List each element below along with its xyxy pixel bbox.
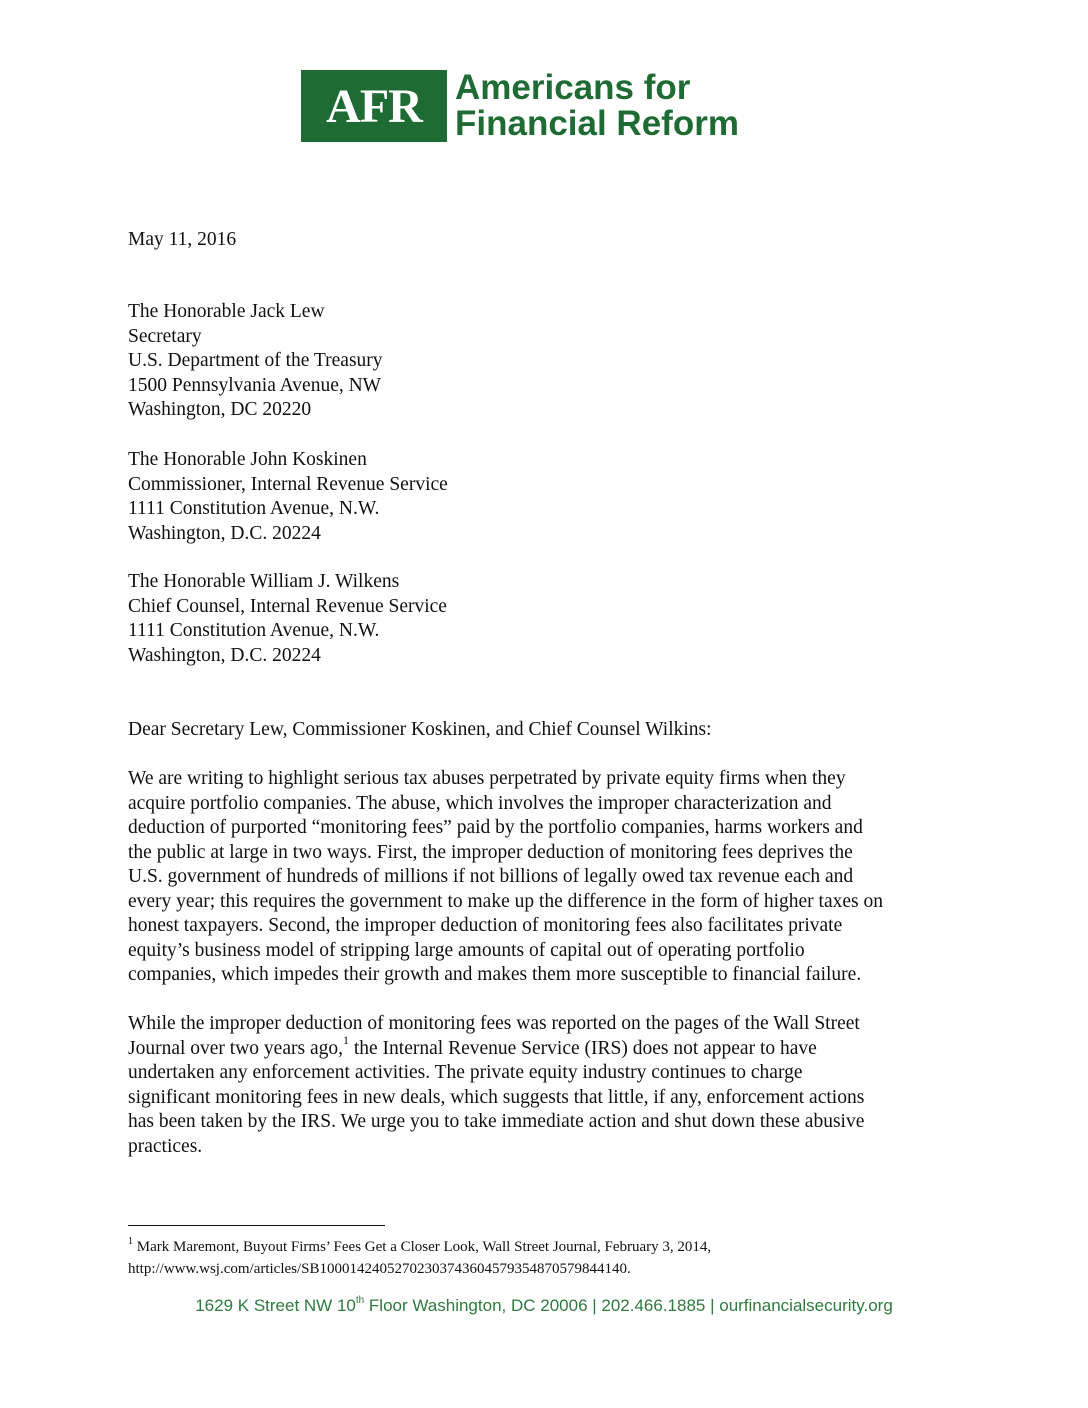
paragraph-text: Journal over two years ago, bbox=[128, 1037, 343, 1059]
paragraph-line: the public at large in two ways. First, the improper deduction of monitoring fees deprives the bbox=[128, 841, 853, 863]
footnote-reference[interactable]: 1 bbox=[342, 1033, 349, 1047]
paragraph-line: equity’s business model of stripping large amounts of capital out of operating portfolio bbox=[128, 939, 805, 961]
paragraph-line: significant monitoring fees in new deals, which suggests that little, if any, enforcement actions bbox=[128, 1086, 865, 1108]
recipient-block bbox=[128, 300, 383, 423]
footer-ordinal: th bbox=[355, 1295, 365, 1307]
recipient-line: U.S. Department of the Treasury bbox=[128, 350, 383, 371]
paragraph-line: practices. bbox=[128, 1135, 203, 1157]
recipient-line: Washington, DC 20220 bbox=[128, 399, 312, 420]
footer-address: 1629 K Street NW 10 bbox=[195, 1296, 356, 1315]
afr-logo bbox=[301, 70, 739, 142]
letter-date: May 11, 2016 bbox=[128, 229, 237, 250]
recipient-line: Secretary bbox=[128, 325, 202, 347]
recipient-line: The Honorable Jack Lew bbox=[128, 301, 325, 322]
recipient-line: Washington, D.C. 20224 bbox=[128, 644, 321, 666]
recipient-line: Commissioner, Internal Revenue Service bbox=[128, 473, 448, 495]
paragraph-line: undertaken any enforcement activities. The private equity industry continues to charge bbox=[128, 1062, 803, 1083]
logo-name-line1: Americans for bbox=[455, 68, 691, 107]
recipient-block bbox=[128, 570, 447, 668]
salutation: Dear Secretary Lew, Commissioner Koskinen, and Chief Counsel Wilkins: bbox=[128, 719, 712, 740]
paragraph-line: acquire portfolio companies. The abuse, which involves the improper characterization and bbox=[128, 792, 832, 814]
paragraph-line: every year; this requires the government to make up the difference in the form of higher taxes on bbox=[128, 890, 883, 912]
paragraph-line: U.S. government of hundreds of millions if not billions of legally owed tax revenue each and bbox=[128, 866, 854, 887]
recipient-block bbox=[128, 448, 448, 546]
footnote-line bbox=[128, 1236, 711, 1258]
paragraph-line: deduction of purported “monitoring fees” paid by the portfolio companies, harms workers and bbox=[128, 817, 863, 838]
logo-mark: AFR bbox=[301, 70, 447, 142]
paragraph-line: has been taken by the IRS. We urge you to take immediate action and shut down these abusive bbox=[128, 1111, 865, 1132]
logo-name bbox=[455, 70, 739, 142]
logo-name-line2: Financial Reform bbox=[455, 104, 739, 143]
recipient-line: Washington, D.C. 20224 bbox=[128, 522, 321, 544]
letterhead-footer bbox=[0, 1296, 1088, 1316]
recipient-line: Chief Counsel, Internal Revenue Service bbox=[128, 595, 447, 617]
paragraph-line bbox=[128, 1033, 958, 1062]
footnote-marker: 1 bbox=[128, 1236, 133, 1247]
paragraph-line: honest taxpayers. Second, the improper deduction of monitoring fees also facilitates private bbox=[128, 915, 843, 936]
footnote-text: Mark Maremont, Buyout Firms’ Fees Get a Closer Look, Wall Street Journal, February 3, 2014, bbox=[133, 1239, 712, 1255]
recipient-line: 1111 Constitution Avenue, N.W. bbox=[128, 620, 380, 641]
paragraph-line: We are writing to highlight serious tax abuses perpetrated by private equity firms when they bbox=[128, 768, 846, 789]
body-paragraph-1 bbox=[128, 767, 958, 988]
footnote-url[interactable]: http://www.wsj.com/articles/SB10001424052702303743604579354870579844140. bbox=[128, 1261, 631, 1277]
footer-contact: Floor Washington, DC 20006 | 202.466.1885 | ourfinancialsecurity.org bbox=[364, 1296, 893, 1315]
body-paragraph-2 bbox=[128, 1012, 958, 1159]
recipient-line: The Honorable John Koskinen bbox=[128, 449, 367, 470]
footnote-divider bbox=[128, 1225, 385, 1226]
footnote bbox=[128, 1236, 711, 1280]
paragraph-text: the Internal Revenue Service (IRS) does not appear to have bbox=[348, 1037, 817, 1059]
recipient-line: 1111 Constitution Avenue, N.W. bbox=[128, 498, 380, 519]
recipient-line: 1500 Pennsylvania Avenue, NW bbox=[128, 374, 382, 396]
recipient-line: The Honorable William J. Wilkens bbox=[128, 571, 400, 592]
paragraph-line: companies, which impedes their growth and makes them more susceptible to financial failure. bbox=[128, 964, 862, 985]
paragraph-line: While the improper deduction of monitoring fees was reported on the pages of the Wall Street bbox=[128, 1013, 860, 1034]
